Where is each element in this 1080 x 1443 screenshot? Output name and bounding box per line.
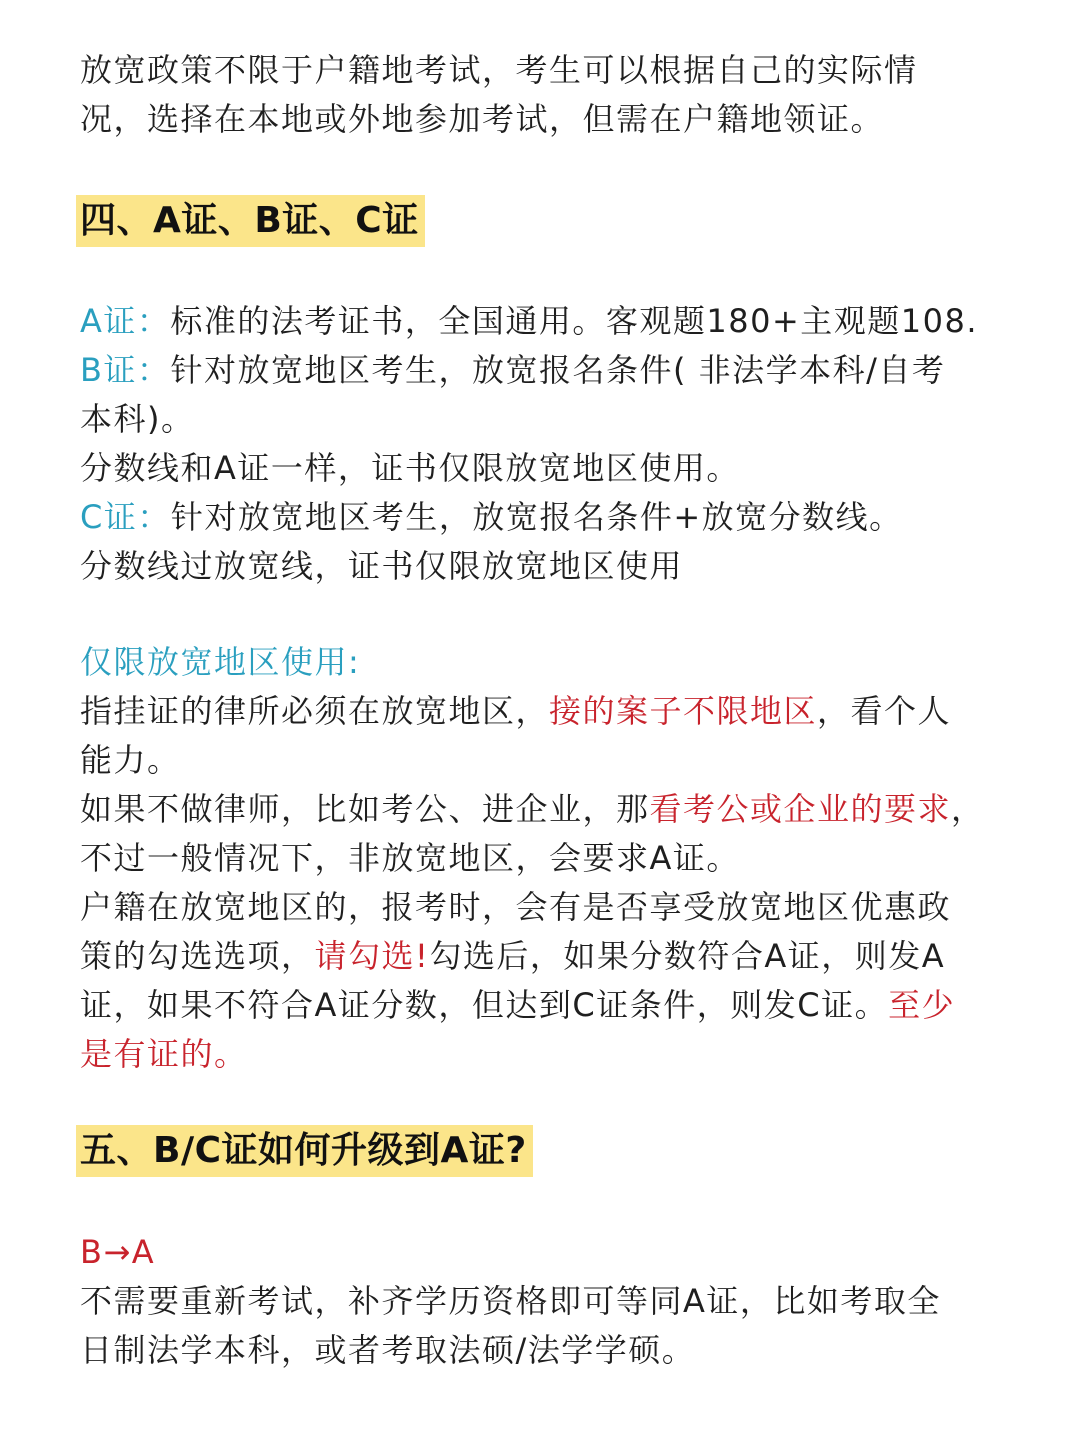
section-heading-5: [80, 1125, 533, 1177]
text-run: 指挂证的律所必须在放宽地区，: [80, 692, 550, 730]
b-to-a-section: [80, 1228, 1010, 1375]
b-cert-text: 针对放宽地区考生，放宽报名条件( 非法学本科/自考: [170, 351, 946, 389]
text-run: 勾选后，如果分数符合A证，则发A: [429, 937, 946, 975]
b-cert-text: 分数线和A证一样，证书仅限放宽地区使用。: [80, 449, 740, 487]
text-run: 证，如果不符合A证分数，但达到C证条件，则发C证。: [80, 986, 889, 1024]
intro-paragraph: [80, 46, 1010, 144]
limited-region-line: 能力。: [80, 741, 181, 779]
limited-region-line: [80, 981, 1010, 1030]
text-run: 如果不做律师，比如考公、进企业，那: [80, 790, 650, 828]
a-cert-line: [80, 297, 1010, 346]
c-cert-line: [80, 493, 1010, 542]
emphasis-text: 是有证的。: [80, 1035, 248, 1073]
limited-region-line: 不过一般情况下，非放宽地区，会要求A证。: [80, 839, 740, 877]
section-heading-text: 五、B/C证如何升级到A证?: [76, 1125, 533, 1177]
emphasis-text: 看考公或企业的要求: [649, 790, 952, 828]
a-cert-label: A证：: [80, 302, 171, 340]
limited-region-section: [80, 638, 1010, 1079]
b-cert-label: B证：: [80, 351, 171, 389]
limited-region-line: 户籍在放宽地区的，报考时，会有是否享受放宽地区优惠政: [80, 888, 952, 926]
section-heading-4: [80, 195, 425, 247]
b-cert-line: [80, 346, 1010, 395]
emphasis-text: 请勾选!: [314, 937, 430, 975]
emphasis-text: 接的案子不限地区: [549, 692, 818, 730]
limited-region-line: [80, 785, 1010, 834]
b-to-a-label: B→A: [80, 1233, 156, 1271]
section-heading-text: 四、A证、B证、C证: [76, 195, 425, 247]
certificate-descriptions: [80, 297, 1010, 591]
emphasis-text: 至少: [888, 986, 956, 1024]
c-cert-text: 分数线过放宽线，证书仅限放宽地区使用: [80, 547, 684, 585]
b-to-a-line: 不需要重新考试，补齐学历资格即可等同A证，比如考取全: [80, 1282, 941, 1320]
b-to-a-line: 日制法学本科，或者考取法硕/法学学硕。: [80, 1331, 696, 1369]
limited-region-line: [80, 932, 1010, 981]
c-cert-label: C证：: [80, 498, 171, 536]
limited-region-label: 仅限放宽地区使用:: [80, 643, 361, 681]
c-cert-text: 针对放宽地区考生，放宽报名条件+放宽分数线。: [170, 498, 903, 536]
text-run: 策的勾选选项，: [80, 937, 315, 975]
intro-line: 放宽政策不限于户籍地考试，考生可以根据自己的实际情: [80, 51, 918, 89]
text-run: ，: [951, 790, 985, 828]
intro-line: 况，选择在本地或外地参加考试，但需在户籍地领证。: [80, 100, 885, 138]
limited-region-line: [80, 687, 1010, 736]
text-run: ，看个人: [817, 692, 952, 730]
b-cert-text: 本科)。: [80, 400, 195, 438]
a-cert-text: 标准的法考证书，全国通用。客观题180+主观题108.: [170, 302, 979, 340]
